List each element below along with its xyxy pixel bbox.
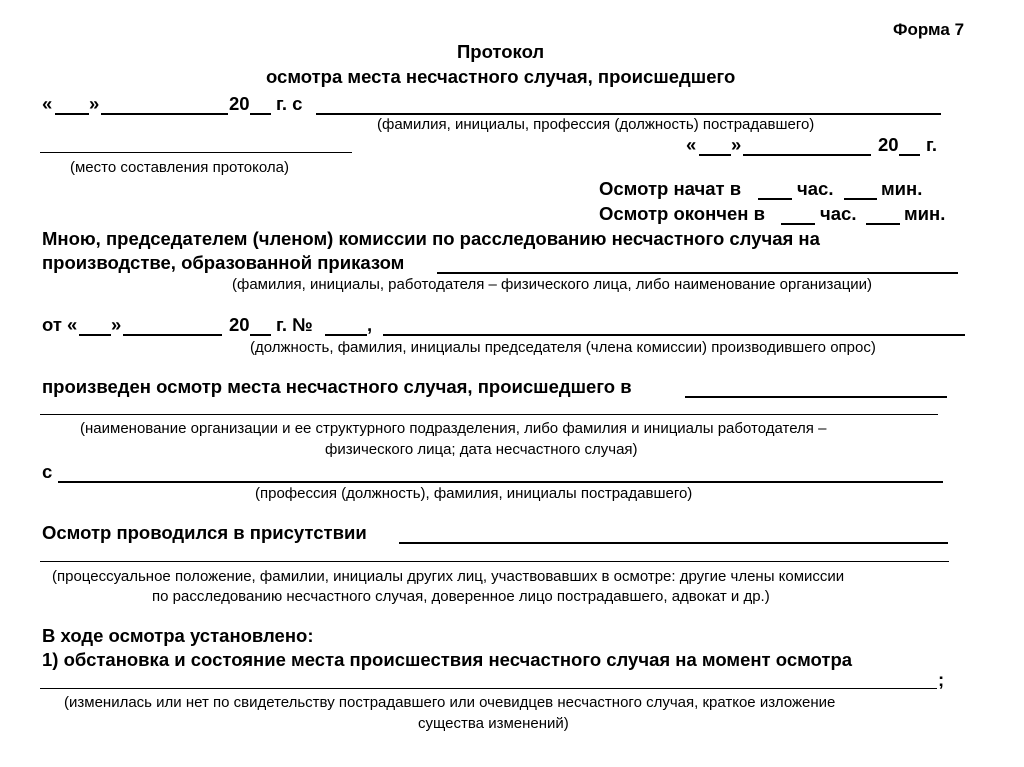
order-year-prefix: 20 [229,314,250,335]
victim-details-blank[interactable] [58,481,943,483]
title-line-1: Протокол [457,41,545,62]
hint-participants-line-2: по расследованию несчастного случая, доверенное лицо пострадавшего, адвокат и др.) [152,588,770,605]
order-issuer-blank[interactable] [437,272,958,274]
hint-org-line-2: физического лица; дата несчастного случая) [325,441,638,458]
with-label: с [42,461,53,482]
hint-employer: (фамилия, инициалы, работодателя – физического лица, либо наименование организации) [232,276,873,293]
findings-semicolon: ; [938,669,945,690]
hint-place: (место составления протокола) [70,159,289,176]
hint-victim: (фамилия, инициалы, профессия (должность) пострадавшего) [377,116,815,133]
findings-item-1: 1) обстановка и состояние места происшествия несчастного случая на момент осмотра [42,649,853,670]
date2-month-blank[interactable] [743,154,871,156]
date-close-quote: » [89,93,100,114]
findings-blank[interactable] [40,688,937,689]
date-year-blank[interactable] [250,113,271,115]
presence-line: Осмотр проводился в присутствии [42,522,367,543]
date-open-quote: « [42,93,53,114]
hint-chairman: (должность, фамилия, инициалы председателя (члена комиссии) производившего опрос) [250,339,876,356]
hint-victim-2: (профессия (должность), фамилия, инициалы пострадавшего) [255,485,693,502]
time-end-label: Осмотр окончен в [599,203,765,224]
inspection-line: произведен осмотр места несчастного случая, происшедшего в [42,376,632,397]
presence-blank[interactable] [399,542,948,544]
findings-heading: В ходе осмотра установлено: [42,625,314,646]
intro-line-1: Мною, председателем (членом) комиссии по расследованию несчастного случая на [42,228,820,249]
hint-changes-line-2: существа изменений) [418,715,569,732]
title-line-2: осмотра места несчастного случая, происшедшего [266,66,736,87]
time-start-hours-label: час. [797,178,834,199]
date-suffix: г. с [276,93,303,114]
date2-open-quote: « [686,134,697,155]
time-start-minutes-label: мин. [881,178,923,199]
chairman-blank[interactable] [383,334,965,336]
inspection-place-blank[interactable] [685,396,947,398]
date2-close-quote: » [731,134,742,155]
date2-year-blank[interactable] [899,154,920,156]
time-start-minutes-blank[interactable] [844,198,877,200]
form-label: Форма 7 [893,20,965,39]
date2-year-prefix: 20 [878,134,899,155]
order-number-label: г. № [276,314,313,335]
order-day-blank[interactable] [79,334,111,336]
order-number-blank[interactable] [325,334,367,336]
place-blank[interactable] [40,152,352,153]
time-end-hours-blank[interactable] [781,223,815,225]
inspection-place-blank-2[interactable] [40,414,938,415]
date-year-prefix: 20 [229,93,250,114]
victim-blank[interactable] [316,113,941,115]
order-prefix: от « [42,314,78,335]
hint-participants-line-1: (процессуальное положение, фамилии, инициалы других лиц, участвовавших в осмотре: другие члены комиссии [52,568,845,585]
hint-changes-line-1: (изменилась или нет по свидетельству пострадавшего или очевидцев несчастного случая, краткое изложение [64,694,836,711]
date-month-blank[interactable] [101,113,228,115]
time-start-hours-blank[interactable] [758,198,792,200]
time-end-minutes-blank[interactable] [866,223,900,225]
order-month-blank[interactable] [123,334,222,336]
presence-blank-2[interactable] [40,561,949,562]
date2-day-blank[interactable] [699,154,731,156]
intro-line-2: производстве, образованной приказом [42,252,405,273]
time-start-label: Осмотр начат в [599,178,742,199]
date-day-blank[interactable] [55,113,89,115]
time-end-minutes-label: мин. [904,203,946,224]
date2-suffix: г. [926,134,937,155]
order-comma: , [367,314,373,335]
hint-org-line-1: (наименование организации и ее структурного подразделения, либо фамилия и инициалы работодателя – [80,420,827,437]
order-close-quote: » [111,314,122,335]
time-end-hours-label: час. [820,203,857,224]
order-year-blank[interactable] [250,334,271,336]
